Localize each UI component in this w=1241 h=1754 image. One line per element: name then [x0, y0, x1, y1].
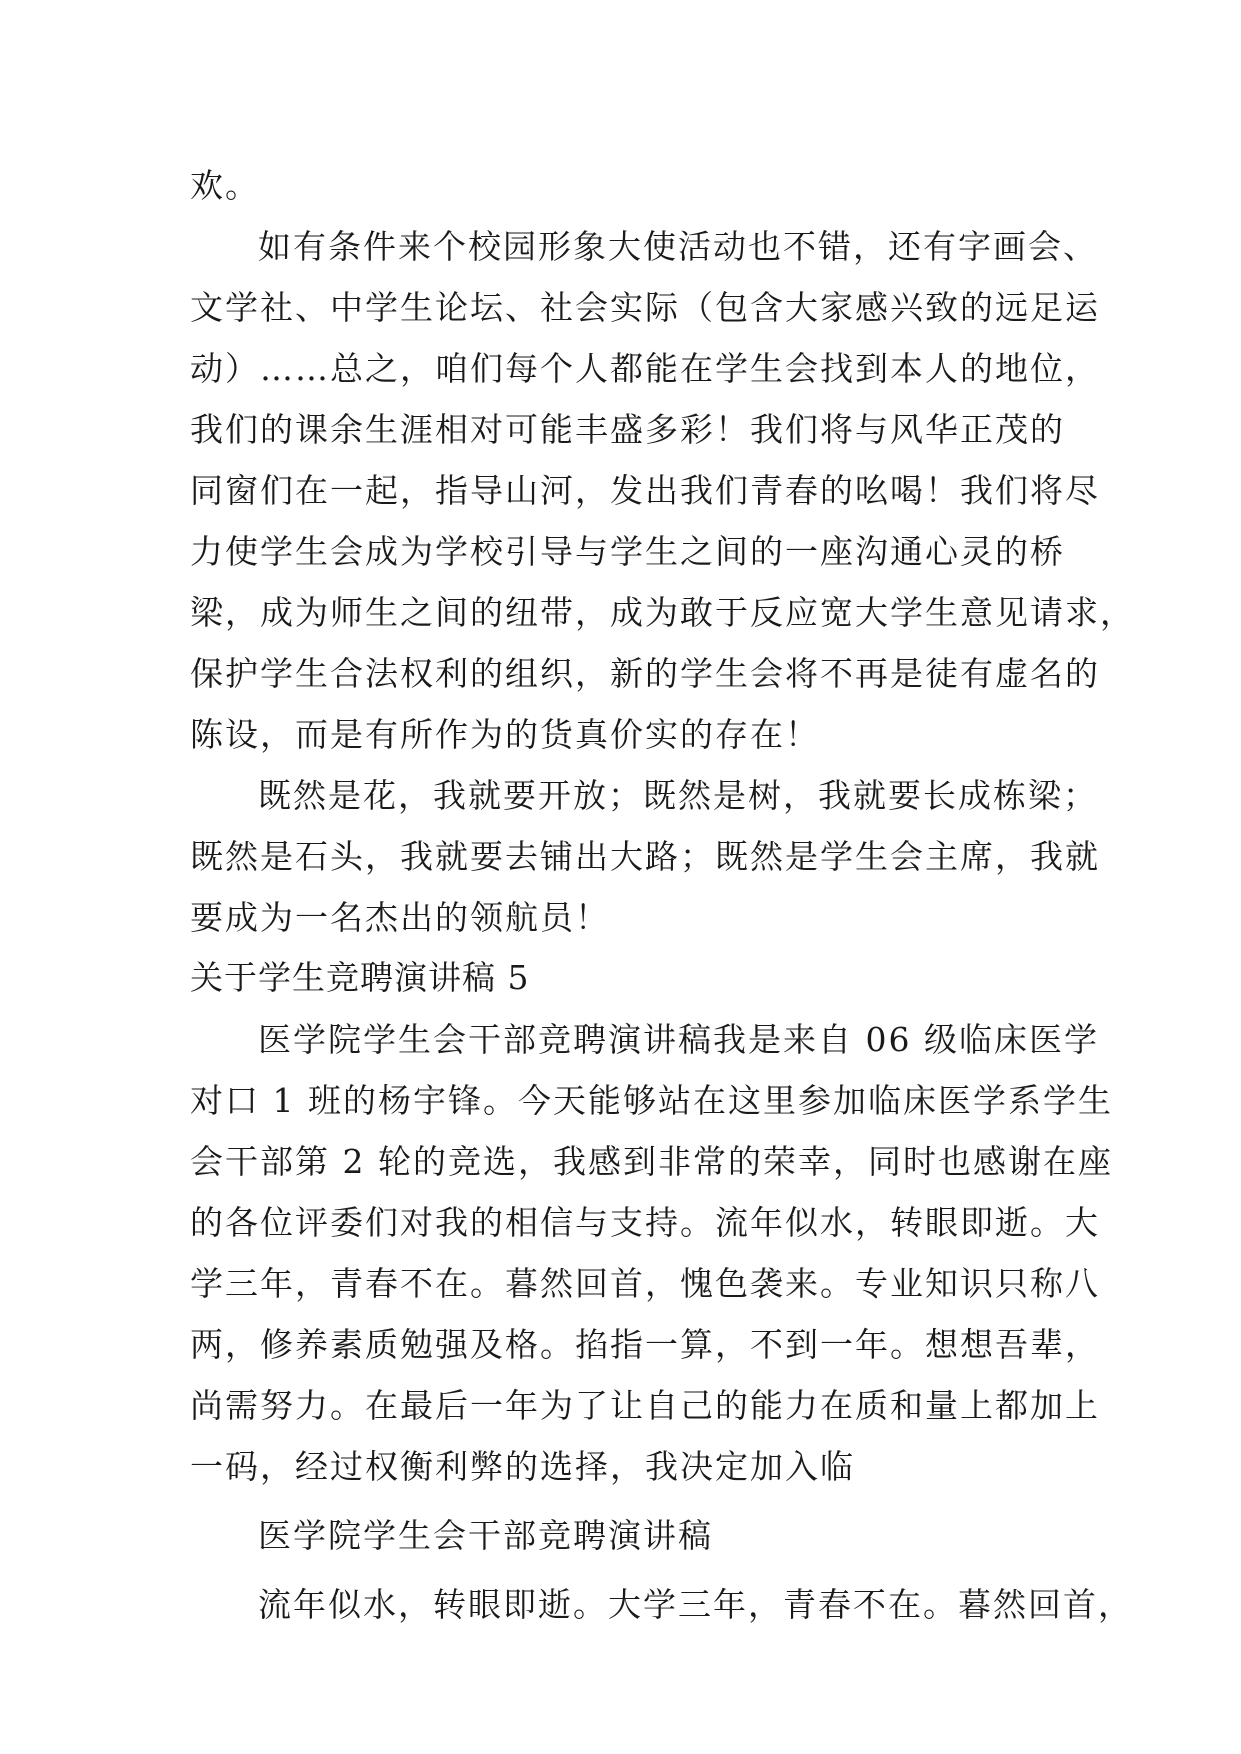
text-line: 两，修养素质勉强及格。掐指一算，不到一年。想想吾辈，	[190, 1325, 1100, 1364]
text-line: 陈设，而是有所作为的货真价实的存在！	[190, 715, 820, 754]
text-line: 力使学生会成为学校引导与学生之间的一座沟通心灵的桥	[190, 532, 1065, 571]
paragraph	[190, 1505, 1070, 1566]
text-line: 动）……总之，咱们每个人都能在学生会找到本人的地位，	[190, 349, 1100, 388]
text-line: 如有条件来个校园形象大使活动也不错，还有字画会、	[258, 227, 1098, 266]
text-line: 尚需努力。在最后一年为了让自己的能力在质和量上都加上	[190, 1386, 1100, 1425]
text-line: 既然是花，我就要开放；既然是树，我就要长成栋梁；	[258, 776, 1098, 815]
text-line: 保护学生合法权利的组织，新的学生会将不再是徒有虚名的	[190, 654, 1100, 693]
text-line: 对口 1 班的杨宇锋。今天能够站在这里参加临床医学系学生	[190, 1081, 1113, 1120]
text-line: 医学院学生会干部竞聘演讲稿	[258, 1516, 713, 1555]
text-line: 我们的课余生涯相对可能丰盛多彩！我们将与风华正茂的	[190, 410, 1065, 449]
text-line: 欢。	[190, 166, 260, 205]
document-body	[190, 155, 1135, 1635]
paragraph	[190, 216, 1135, 765]
paragraph	[190, 155, 1070, 216]
text-line: 梁，成为师生之间的纽带，成为敢于反应宽大学生意见请求，	[190, 593, 1135, 632]
text-line: 既然是石头，我就要去铺出大路；既然是学生会主席，我就	[190, 837, 1100, 876]
text-line: 同窗们在一起，指导山河，发出我们青春的吆喝！我们将尽	[190, 471, 1100, 510]
text-line: 学三年，青春不在。暮然回首，愧色袭来。专业知识只称八	[190, 1264, 1100, 1303]
text-line: 会干部第 2 轮的竞选，我感到非常的荣幸，同时也感谢在座	[190, 1142, 1113, 1181]
text-line: 的各位评委们对我的相信与支持。流年似水，转眼即逝。大	[190, 1203, 1100, 1242]
paragraph	[190, 1009, 1113, 1497]
text-line: 一码，经过权衡利弊的选择，我决定加入临	[190, 1447, 855, 1486]
paragraph	[190, 765, 1100, 948]
text-line: 要成为一名杰出的领航员！	[190, 898, 610, 937]
text-line: 流年似水，转眼即逝。大学三年，青春不在。暮然回首，	[258, 1585, 1133, 1624]
text-line: 医学院学生会干部竞聘演讲稿我是来自 06 级临床医学	[258, 1020, 1099, 1059]
paragraph	[190, 1574, 1133, 1635]
section-heading: 关于学生竞聘演讲稿 5	[190, 958, 530, 997]
text-line: 文学社、中学生论坛、社会实际（包含大家感兴致的远足运	[190, 288, 1100, 327]
